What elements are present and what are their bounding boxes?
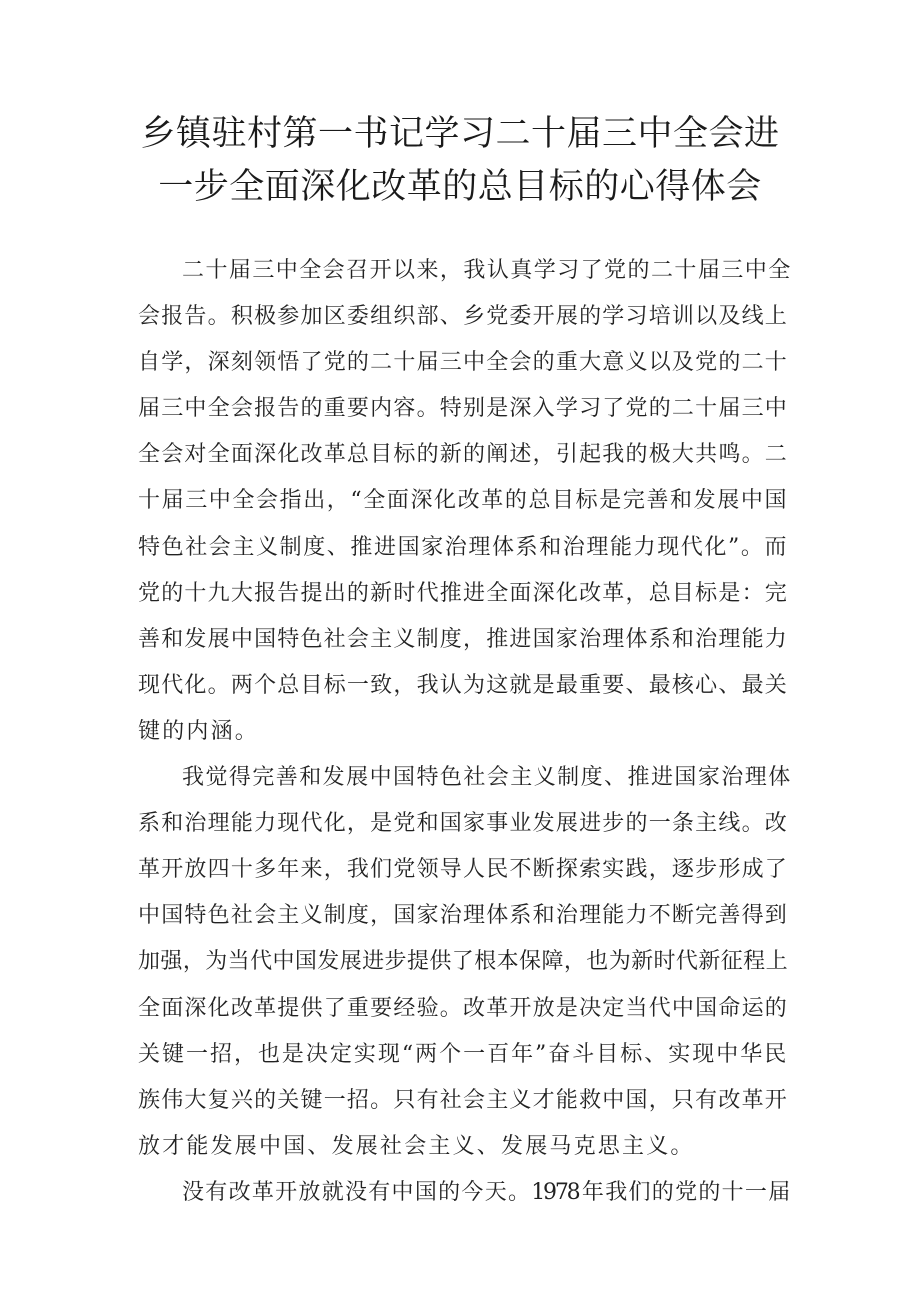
paragraph-line: 二十届三中全会召开以来，我认真学习了党的二十届三中全 <box>182 258 788 283</box>
paragraph-line: 特色社会主义制度、推进国家治理体系和治理能力现代化”。而 <box>138 534 789 560</box>
title-line-2: 一步全面深化改革的总目标的心得体会 <box>158 167 762 207</box>
paragraph-line: 全会对全面深化改革总目标的新的阐述，引起我的极大共鸣。二 <box>138 442 788 468</box>
paragraph-line: 中国特色社会主义制度，国家治理体系和治理能力不断完善得到 <box>138 903 788 929</box>
paragraph-line: 会报告。积极参加区委组织部、乡党委开展的学习培训以及线上 <box>138 304 788 330</box>
paragraph-line: 现代化。两个总目标一致，我认为这就是最重要、最核心、最关 <box>138 672 788 698</box>
paragraph-1 <box>138 248 788 755</box>
paragraph-line: 善和发展中国特色社会主义制度，推进国家治理体系和治理能力 <box>138 626 788 652</box>
paragraph-line: 系和治理能力现代化，是党和国家事业发展进步的一条主线。改 <box>138 811 788 837</box>
paragraph-line: 十届三中全会指出，“全面深化改革的总目标是完善和发展中国 <box>138 488 789 514</box>
document-title <box>100 108 820 214</box>
paragraph-line: 我觉得完善和发展中国特色社会主义制度、推进国家治理体 <box>182 765 788 791</box>
paragraph-line: 革开放四十多年来，我们党领导人民不断探索实践，逐步形成了 <box>138 857 788 883</box>
paragraph-line: 党的十九大报告提出的新时代推进全面深化改革，总目标是：完 <box>138 580 788 606</box>
paragraph-line: 没有改革开放就没有中国的今天。1978年我们的党的十一届 <box>182 1179 788 1205</box>
paragraph-3 <box>138 1170 788 1216</box>
paragraph-line: 放才能发展中国、发展社会主义、发展马克思主义。 <box>138 1133 695 1159</box>
paragraph-line: 关键一招，也是决定实现“两个一百年”奋斗目标、实现中华民 <box>138 1041 788 1067</box>
paragraph-line: 键的内涵。 <box>138 718 260 744</box>
paragraph-line: 族伟大复兴的关键一招。只有社会主义才能救中国，只有改革开 <box>138 1087 788 1113</box>
paragraph-line: 自学，深刻领悟了党的二十届三中全会的重大意义以及党的二十 <box>138 350 788 376</box>
paragraph-2 <box>138 755 788 1170</box>
paragraph-line: 届三中全会报告的重要内容。特别是深入学习了党的二十届三中 <box>138 396 788 422</box>
title-line-1: 乡镇驻村第一书记学习二十届三中全会进 <box>140 114 780 154</box>
paragraph-line: 全面深化改革提供了重要经验。改革开放是决定当代中国命运的 <box>138 995 788 1021</box>
paragraph-line: 加强，为当代中国发展进步提供了根本保障，也为新时代新征程上 <box>138 949 788 975</box>
document-body <box>138 248 788 1216</box>
